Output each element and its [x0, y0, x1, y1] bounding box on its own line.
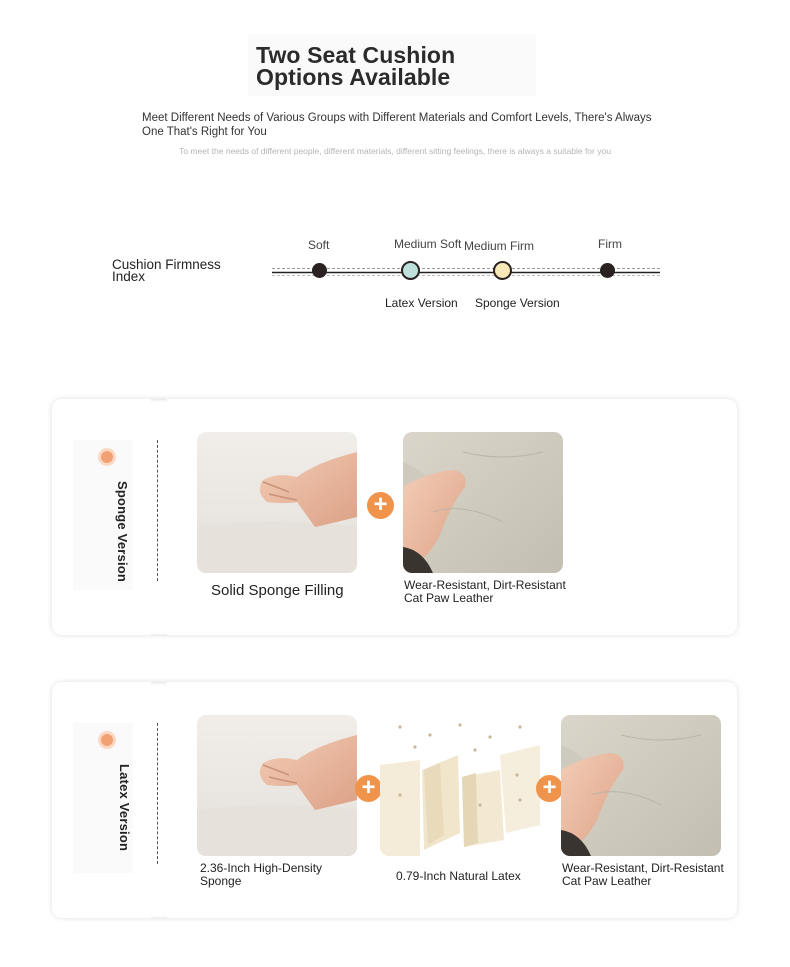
level-soft: Soft: [308, 238, 330, 252]
medium-firm-dot: [493, 261, 512, 280]
sponge-filling-caption: Solid Sponge Filling: [211, 582, 344, 599]
latex-version-title: Latex Version: [117, 764, 132, 852]
cat-paw-leather-image: [403, 432, 563, 573]
plus-icon: +: [355, 775, 382, 802]
sponge-version-marker: Sponge Version: [475, 296, 560, 310]
sponge-filling-image: [197, 432, 357, 573]
page-title: [256, 44, 455, 88]
latex-version-marker: Latex Version: [385, 296, 458, 310]
card-notch: [151, 909, 167, 919]
sponge-version-card: [52, 399, 737, 635]
natural-latex-image: [380, 715, 540, 856]
high-density-sponge-caption: 2.36-Inch High-Density Sponge: [200, 861, 323, 888]
plus-icon: +: [536, 775, 563, 802]
level-firm: Firm: [598, 237, 622, 251]
card-notch: [151, 626, 167, 636]
orange-bullet-icon: [101, 734, 113, 746]
dashed-divider: [157, 440, 158, 581]
firm-dot: [600, 263, 615, 278]
leather-caption: Wear-Resistant, Dirt-Resistant Cat Paw Leather: [404, 578, 566, 605]
soft-dot: [312, 263, 327, 278]
sponge-version-title: Sponge Version: [115, 481, 130, 583]
leather-caption: Wear-Resistant, Dirt-Resistant Cat Paw Leather: [562, 861, 724, 888]
subtitle-en: To meet the needs of different people, different materials, different sitting feelings, there is always a suitable for you: [179, 146, 611, 156]
level-medium-soft: Medium Soft: [394, 237, 462, 251]
plus-icon: +: [367, 492, 394, 519]
title-line-2: Options Available: [256, 64, 451, 90]
high-density-sponge-image: [197, 715, 357, 856]
level-medium-firm: Medium Firm: [464, 239, 535, 253]
cat-paw-leather-image: [561, 715, 721, 856]
title-line-1: Two Seat Cushion: [256, 42, 456, 68]
firmness-index-label: Cushion Firmness Index: [112, 257, 221, 284]
medium-soft-dot: [401, 261, 420, 280]
firmness-scale: [272, 264, 660, 278]
dashed-divider: [157, 723, 158, 864]
subtitle: Meet Different Needs of Various Groups with Different Materials and Comfort Levels, There's Always One That's Right for You: [142, 112, 652, 138]
natural-latex-caption: 0.79-Inch Natural Latex: [396, 869, 521, 883]
orange-bullet-icon: [101, 451, 113, 463]
